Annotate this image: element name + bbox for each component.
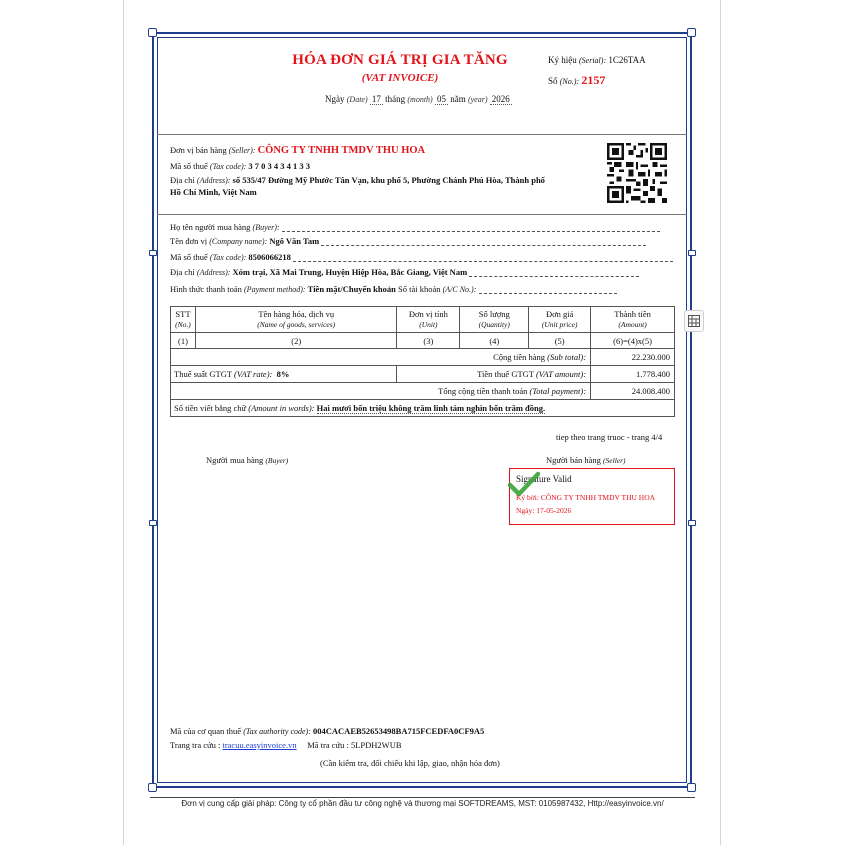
seller-divider bbox=[157, 214, 687, 215]
vat-amount-label: Tiền thuế GTGT bbox=[477, 369, 534, 379]
vat-rate-label: Thuế suất GTGT bbox=[174, 369, 232, 379]
total-value: 24.008.400 bbox=[591, 383, 675, 400]
date-day-label: Ngày bbox=[325, 94, 345, 104]
page-right-edge bbox=[720, 0, 721, 845]
date-year-label: năm bbox=[450, 94, 466, 104]
words-label-en: (Amount in words): bbox=[248, 403, 315, 413]
frame-side-ornament bbox=[149, 520, 157, 526]
column-header-label: Tên hàng hóa, dịch vụ bbox=[258, 309, 335, 319]
amount-in-words: Hai mươi bốn triệu không trăm linh tám nghìn bốn trăm đồng. bbox=[316, 403, 546, 413]
frame-corner-ornament bbox=[148, 783, 157, 792]
table-cell: (1) bbox=[171, 333, 196, 349]
column-header-label-en: (Unit) bbox=[419, 320, 438, 329]
account-label-en: (A/C No.): bbox=[442, 285, 477, 294]
buyer-company-fill bbox=[321, 238, 646, 246]
account-fill bbox=[479, 286, 617, 294]
serial-label-en: (Serial): bbox=[579, 56, 607, 65]
frame-side-ornament bbox=[688, 520, 696, 526]
table-header-row bbox=[171, 307, 675, 333]
table-cell: (2) bbox=[195, 333, 396, 349]
seller-sig-label-en: (Seller) bbox=[603, 456, 626, 465]
vat-amount-label-en: (VAT amount): bbox=[535, 369, 587, 379]
column-header-label-en: (Amount) bbox=[618, 320, 647, 329]
frame-corner-ornament bbox=[687, 28, 696, 37]
table-cell: (3) bbox=[397, 333, 460, 349]
seller-address-label-en: (Address): bbox=[196, 176, 231, 185]
buyer-payment-row bbox=[170, 284, 617, 294]
number-label-en: (No.): bbox=[559, 77, 580, 86]
vat-amount-value: 1.778.400 bbox=[591, 366, 675, 383]
invoice-number bbox=[548, 73, 605, 88]
column-header-label: Đơn vị tính bbox=[408, 309, 448, 319]
frame-side-ornament bbox=[688, 250, 696, 256]
buyer-company-row bbox=[170, 236, 646, 246]
vat-row bbox=[171, 366, 675, 383]
seller-address-label: Địa chỉ bbox=[170, 175, 195, 185]
date-day: 17 bbox=[371, 94, 381, 104]
signed-date-text: Ngày: 17-05-2026 bbox=[516, 506, 572, 515]
table-cell: (6)=(4)x(5) bbox=[591, 333, 675, 349]
verification-note: (Cần kiểm tra, đối chiếu khi lập, giao, nhận hóa đơn) bbox=[320, 758, 500, 768]
vat-rate-label-en: (VAT rate): bbox=[234, 369, 273, 379]
column-header-label: Số lượng bbox=[478, 309, 510, 319]
payment-label-en: (Payment method): bbox=[244, 285, 306, 294]
qr-code-icon bbox=[607, 143, 667, 203]
seller-name: CÔNG TY TNHH TMDV THU HOA bbox=[257, 145, 426, 156]
total-label-cell bbox=[171, 383, 591, 400]
payment-method: Tiền mặt/Chuyển khoản bbox=[307, 284, 396, 294]
words-cell bbox=[171, 400, 675, 417]
buyer-tax-fill bbox=[293, 254, 673, 262]
authority-label: Mã của cơ quan thuế bbox=[170, 726, 242, 736]
table-index-row bbox=[171, 333, 675, 349]
seller-signature-label bbox=[546, 455, 626, 465]
column-header bbox=[195, 307, 396, 333]
table-cell: (4) bbox=[460, 333, 529, 349]
seller-tax-label: Mã số thuế bbox=[170, 161, 208, 171]
lookup-label: Trang tra cứu : bbox=[170, 740, 221, 750]
invoice-title: HÓA ĐƠN GIÁ TRỊ GIA TĂNG bbox=[292, 52, 508, 68]
total-row bbox=[171, 383, 675, 400]
words-label: Số tiền viết bằng chữ bbox=[174, 403, 247, 413]
subtotal-label-cell bbox=[171, 349, 591, 366]
column-header-label-en: (Unit price) bbox=[541, 320, 578, 329]
total-label: Tổng cộng tiền thanh toán bbox=[438, 386, 528, 396]
column-header-label: Thành tiền bbox=[614, 309, 651, 319]
date-day-en: (Date) bbox=[346, 95, 368, 104]
seller-tax-row bbox=[170, 161, 310, 171]
signature-valid-text: Signature Valid bbox=[516, 474, 572, 484]
buyer-address-row bbox=[170, 267, 639, 277]
seller-address-line1: số 535/47 Đường Mỹ Phước Tân Vạn, khu phố 5, Phường Chánh Phú Hòa, Thành phố bbox=[232, 175, 545, 185]
subtotal-value: 22.230.000 bbox=[591, 349, 675, 366]
seller-address-row bbox=[170, 175, 545, 185]
column-header-label-en: (Quantity) bbox=[478, 320, 510, 329]
buyer-person-label-en: (Buyer): bbox=[252, 223, 280, 232]
number-label: Số bbox=[548, 76, 558, 86]
page-left-edge bbox=[123, 0, 124, 845]
seller-tax-code: 3 7 0 3 4 3 4 1 3 3 bbox=[248, 161, 311, 171]
date-month-en: (month) bbox=[407, 95, 433, 104]
invoice-date bbox=[325, 94, 512, 105]
account-label: Số tài khoản bbox=[397, 284, 441, 294]
table-grid-icon bbox=[688, 315, 700, 327]
vat-rate-value: 8% bbox=[276, 369, 290, 379]
seller-label: Đơn vị bán hàng bbox=[170, 145, 227, 155]
seller-address-line2: Hồ Chí Minh, Việt Nam bbox=[170, 187, 257, 197]
buyer-tax-code: 8506066218 bbox=[248, 252, 291, 262]
buyer-address-label: Địa chỉ bbox=[170, 267, 195, 277]
date-year-en: (year) bbox=[467, 95, 488, 104]
buyer-address-fill bbox=[469, 269, 639, 277]
serial-value: 1C26TAA bbox=[608, 55, 646, 65]
continuation-note: tiep theo trang truoc - trang 4/4 bbox=[556, 432, 663, 442]
buyer-sig-label-en: (Buyer) bbox=[265, 456, 289, 465]
buyer-person-row bbox=[170, 222, 660, 232]
column-header bbox=[397, 307, 460, 333]
buyer-tax-label-en: (Tax code): bbox=[209, 253, 247, 262]
date-month-label: tháng bbox=[385, 94, 406, 104]
buyer-sig-label: Người mua hàng bbox=[206, 455, 264, 465]
lookup-code-label: Mã tra cứu : bbox=[307, 740, 349, 750]
buyer-address: Xóm trại, Xã Mai Trung, Huyện Hiệp Hòa, Bắc Giang, Việt Nam bbox=[232, 267, 468, 277]
seller-sig-label: Người bán hàng bbox=[546, 455, 601, 465]
frame-corner-ornament bbox=[148, 28, 157, 37]
total-label-en: (Total payment): bbox=[529, 386, 587, 396]
buyer-company-label-en: (Company name): bbox=[209, 237, 268, 246]
buyer-company-name: Ngô Văn Tam bbox=[269, 236, 320, 246]
frame-side-ornament bbox=[149, 250, 157, 256]
column-header-label-en: (No.) bbox=[175, 320, 191, 329]
table-cell: (5) bbox=[529, 333, 591, 349]
lookup-row bbox=[170, 740, 402, 750]
lookup-link[interactable]: tracuu.easyinvoice.vn bbox=[222, 740, 297, 750]
words-row bbox=[171, 400, 675, 417]
column-header-label: Đơn giá bbox=[545, 309, 574, 319]
signed-by-text: Ký bởi: CÔNG TY TNHH TMDV THU HOA bbox=[516, 493, 656, 502]
buyer-person-label: Họ tên người mua hàng bbox=[170, 222, 251, 232]
column-header-label: STT bbox=[175, 309, 191, 319]
footer-divider bbox=[150, 797, 695, 798]
goods-table bbox=[170, 306, 675, 417]
date-month: 05 bbox=[436, 94, 446, 104]
column-header bbox=[591, 307, 675, 333]
buyer-company-label: Tên đơn vị bbox=[170, 236, 208, 246]
number-value: 2157 bbox=[581, 73, 606, 87]
seller-label-en: (Seller): bbox=[228, 146, 256, 155]
authority-code: 004CACAEB52653498BA715FCEDFA0CF9A5 bbox=[313, 726, 485, 736]
provider-text: Đơn vị cung cấp giải pháp: Công ty cổ phần đầu tư công nghệ và thương mại SOFTDREAMS, MST: 0105987432, Http://easyinvoice.vn/ bbox=[181, 799, 664, 808]
buyer-tax-label: Mã số thuế bbox=[170, 252, 208, 262]
invoice-subtitle: (VAT INVOICE) bbox=[361, 72, 439, 84]
invoice-serial bbox=[548, 55, 646, 65]
buyer-person-fill bbox=[282, 224, 660, 232]
seller-name-row bbox=[170, 145, 425, 156]
seller-tax-label-en: (Tax code): bbox=[209, 162, 247, 171]
vat-rate-cell bbox=[171, 366, 397, 383]
subtotal-label-en: (Sub total): bbox=[547, 352, 587, 362]
subtotal-row bbox=[171, 349, 675, 366]
column-header bbox=[529, 307, 591, 333]
buyer-signature-label bbox=[206, 455, 288, 465]
payment-label: Hình thức thanh toán bbox=[170, 284, 242, 294]
seller-address-row-2 bbox=[170, 187, 257, 197]
authority-label-en: (Tax authority code): bbox=[243, 727, 311, 736]
serial-label: Ký hiệu bbox=[548, 55, 577, 65]
column-header-label-en: (Name of goods, services) bbox=[257, 320, 336, 329]
tax-authority-row bbox=[170, 726, 484, 736]
buyer-address-label-en: (Address): bbox=[196, 268, 231, 277]
column-header bbox=[171, 307, 196, 333]
side-table-button[interactable] bbox=[684, 310, 704, 332]
vat-amount-label-cell bbox=[397, 366, 591, 383]
header-divider bbox=[157, 134, 687, 135]
lookup-code: 5LPDH2WUB bbox=[350, 740, 402, 750]
date-year: 2026 bbox=[491, 94, 510, 104]
frame-corner-ornament bbox=[687, 783, 696, 792]
column-header bbox=[460, 307, 529, 333]
subtotal-label: Cộng tiền hàng bbox=[493, 352, 546, 362]
buyer-tax-row bbox=[170, 252, 673, 262]
